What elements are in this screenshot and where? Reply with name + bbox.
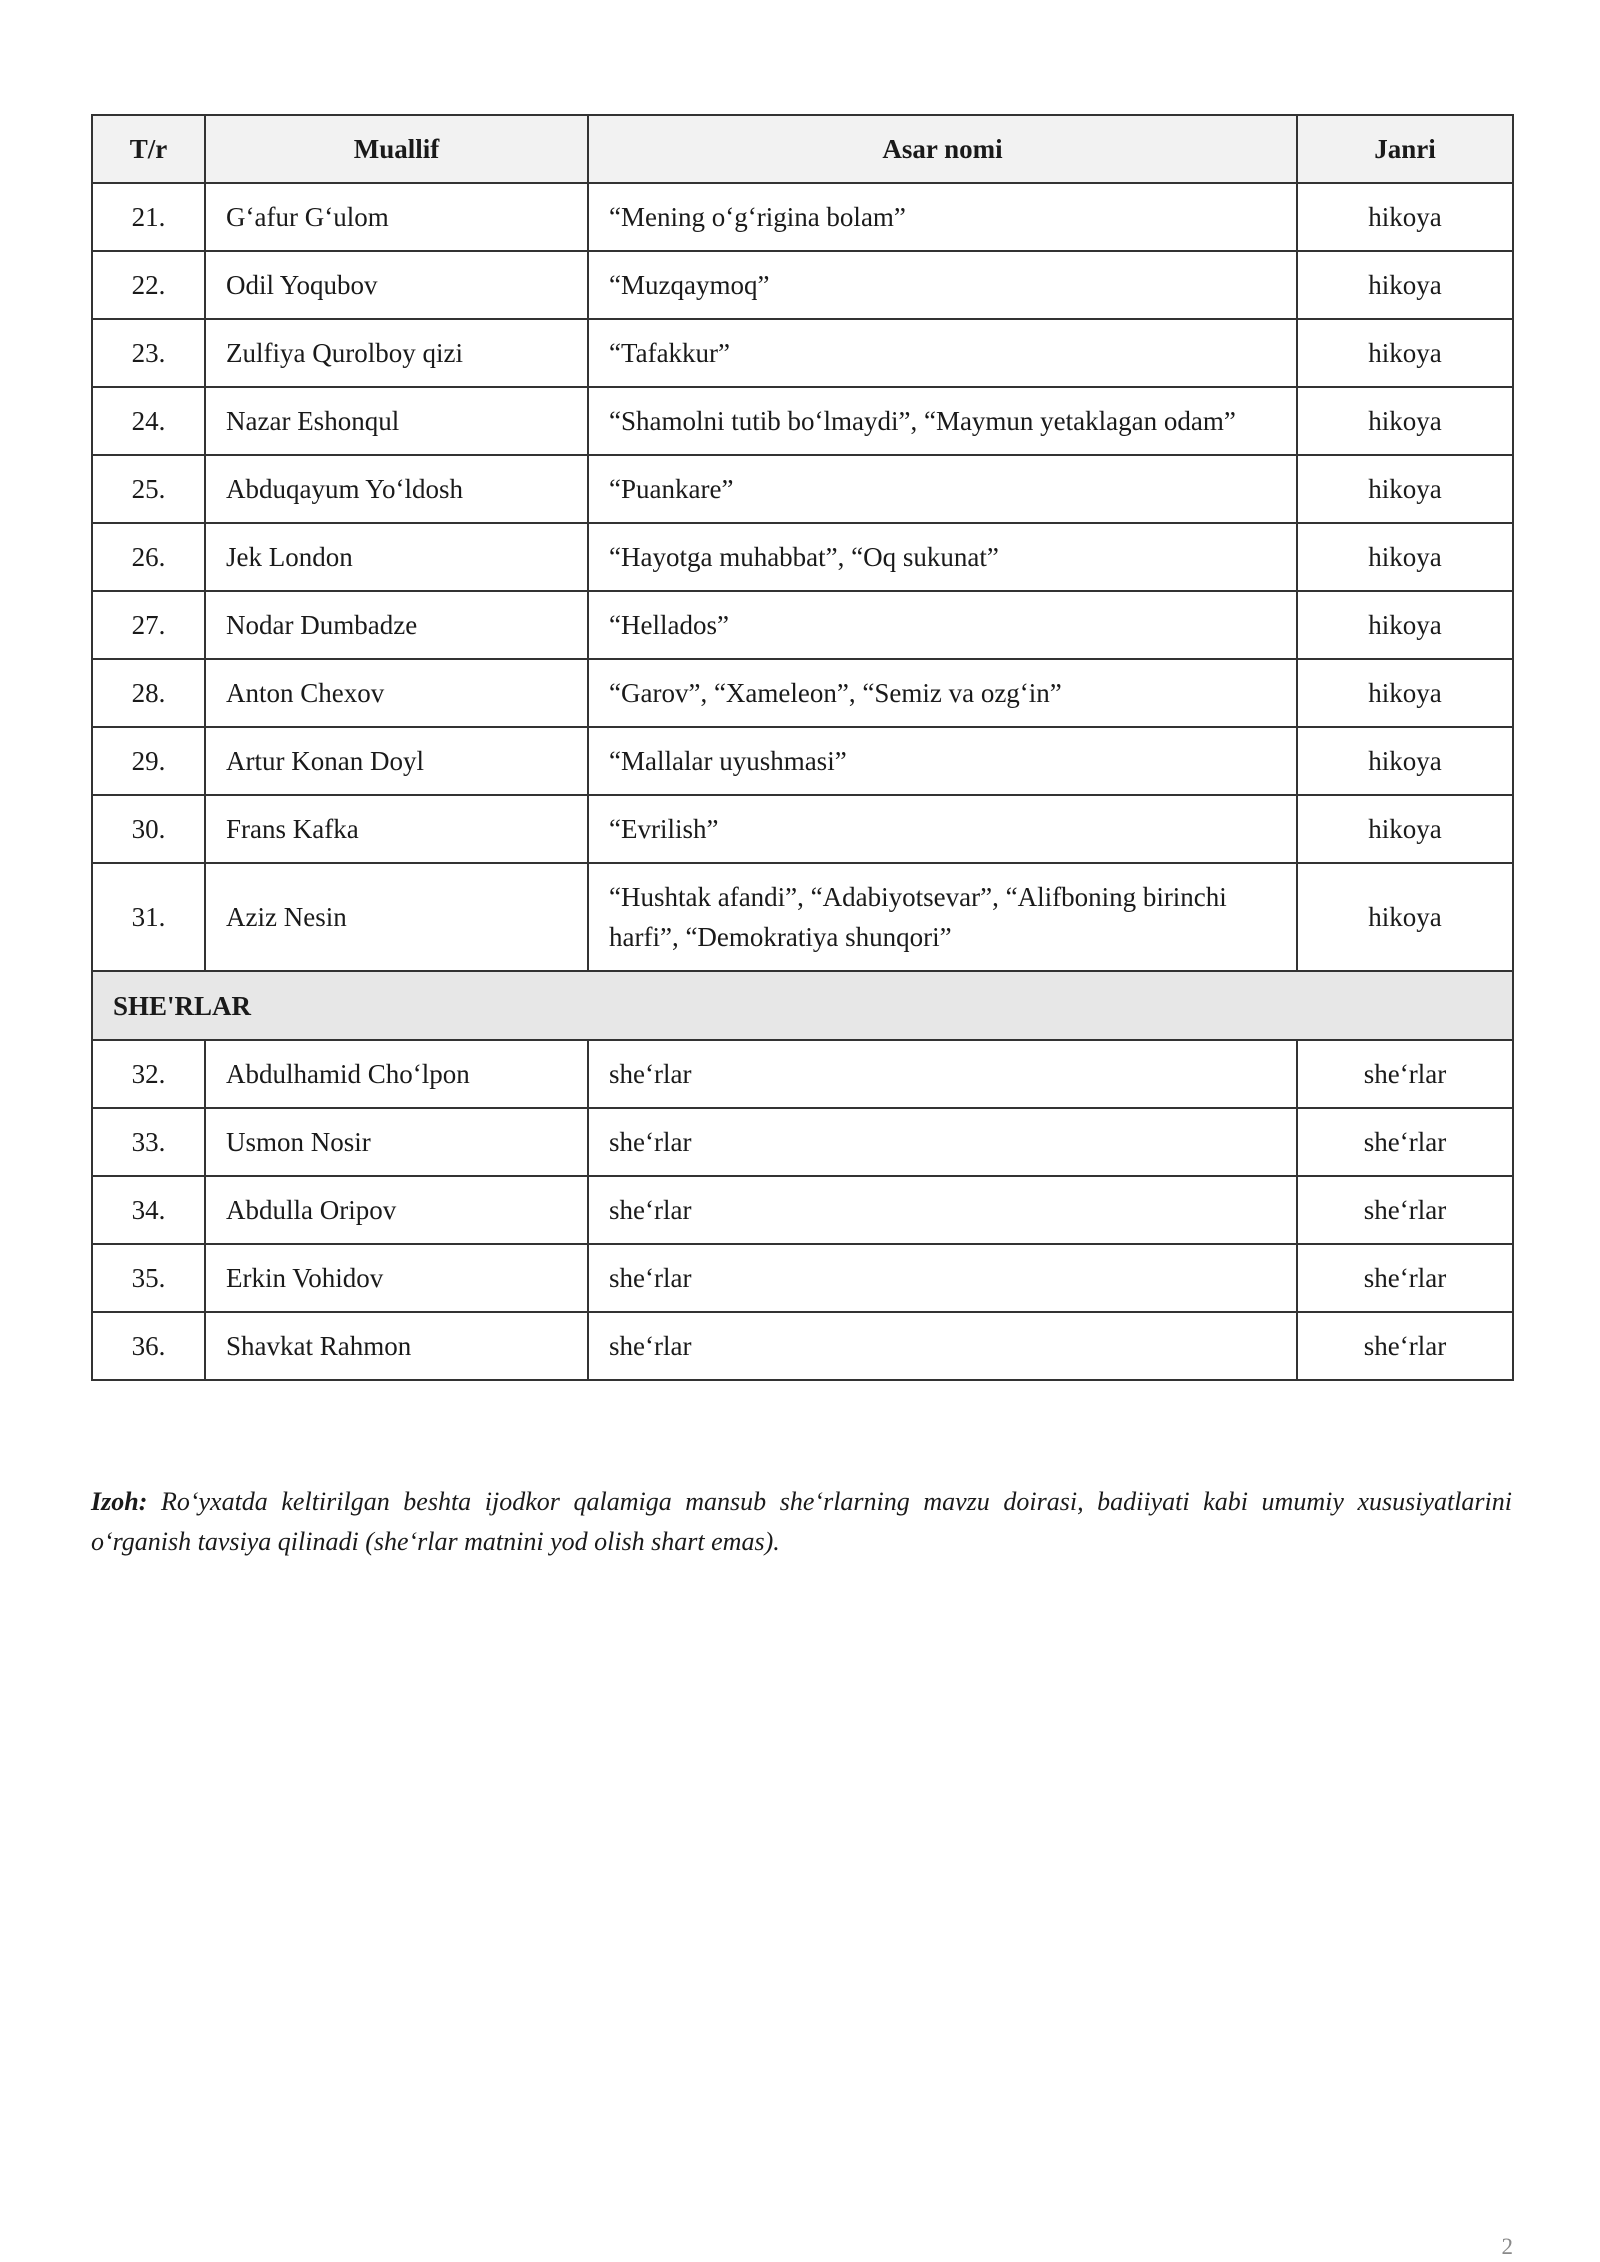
table-row xyxy=(92,795,1513,863)
row-genre: hikoya xyxy=(1297,455,1513,523)
row-work: “Muzqaymoq” xyxy=(588,251,1297,319)
page-number: 2 xyxy=(1501,2234,1513,2259)
row-work: she‘rlar xyxy=(588,1312,1297,1380)
row-author: Zulfiya Qurolboy qizi xyxy=(205,319,588,387)
row-work: “Mening o‘g‘rigina bolam” xyxy=(588,183,1297,251)
table-row xyxy=(92,251,1513,319)
row-author: Jek London xyxy=(205,523,588,591)
header-author: Muallif xyxy=(205,115,588,183)
row-work: “Hushtak afandi”, “Adabiyotsevar”, “Alifboning birinchi harfi”, “Demokratiya shunqori” xyxy=(588,863,1297,971)
table-row xyxy=(92,591,1513,659)
row-author: Abdulhamid Cho‘lpon xyxy=(205,1040,588,1108)
row-number: 21. xyxy=(92,183,205,251)
row-work: she‘rlar xyxy=(588,1040,1297,1108)
table-row xyxy=(92,387,1513,455)
row-number: 28. xyxy=(92,659,205,727)
header-work-title: Asar nomi xyxy=(588,115,1297,183)
row-number: 36. xyxy=(92,1312,205,1380)
table-row xyxy=(92,727,1513,795)
row-author: Abdulla Oripov xyxy=(205,1176,588,1244)
row-work: “Evrilish” xyxy=(588,795,1297,863)
row-work: “Hayotga muhabbat”, “Oq sukunat” xyxy=(588,523,1297,591)
table-row xyxy=(92,659,1513,727)
table-row xyxy=(92,1176,1513,1244)
row-number: 35. xyxy=(92,1244,205,1312)
row-number: 25. xyxy=(92,455,205,523)
row-author: Abduqayum Yo‘ldosh xyxy=(205,455,588,523)
row-genre: hikoya xyxy=(1297,523,1513,591)
table-row xyxy=(92,863,1513,971)
row-number: 34. xyxy=(92,1176,205,1244)
row-number: 27. xyxy=(92,591,205,659)
row-genre: hikoya xyxy=(1297,251,1513,319)
row-author: Nazar Eshonqul xyxy=(205,387,588,455)
row-author: Nodar Dumbadze xyxy=(205,591,588,659)
row-genre: she‘rlar xyxy=(1297,1108,1513,1176)
table-row xyxy=(92,523,1513,591)
row-author: Anton Chexov xyxy=(205,659,588,727)
row-genre: hikoya xyxy=(1297,591,1513,659)
section-title: SHE'RLAR xyxy=(92,971,1513,1040)
note-label: Izoh: xyxy=(91,1487,148,1516)
table-row xyxy=(92,1108,1513,1176)
row-number: 29. xyxy=(92,727,205,795)
row-number: 33. xyxy=(92,1108,205,1176)
note-text: Ro‘yxatda keltirilgan beshta ijodkor qalamiga mansub she‘rlarning mavzu doirasi, badiiyati kabi umumiy xususiyatlarini o‘rganish tavsiya qilinadi (she‘rlar matnini yod olish shart emas). xyxy=(91,1487,1513,1556)
row-author: Erkin Vohidov xyxy=(205,1244,588,1312)
header-number: T/r xyxy=(92,115,205,183)
row-genre: she‘rlar xyxy=(1297,1244,1513,1312)
row-work: she‘rlar xyxy=(588,1176,1297,1244)
table-row xyxy=(92,319,1513,387)
row-number: 30. xyxy=(92,795,205,863)
note-paragraph xyxy=(91,1482,1512,1562)
row-author: Usmon Nosir xyxy=(205,1108,588,1176)
row-genre: hikoya xyxy=(1297,863,1513,971)
row-work: “Shamolni tutib bo‘lmaydi”, “Maymun yetaklagan odam” xyxy=(588,387,1297,455)
row-work: “Tafakkur” xyxy=(588,319,1297,387)
row-number: 23. xyxy=(92,319,205,387)
row-genre: hikoya xyxy=(1297,795,1513,863)
table-header-row xyxy=(92,115,1513,183)
row-author: Aziz Nesin xyxy=(205,863,588,971)
row-genre: hikoya xyxy=(1297,319,1513,387)
row-number: 24. xyxy=(92,387,205,455)
row-genre: she‘rlar xyxy=(1297,1312,1513,1380)
row-number: 31. xyxy=(92,863,205,971)
row-author: Artur Konan Doyl xyxy=(205,727,588,795)
row-author: Frans Kafka xyxy=(205,795,588,863)
row-genre: she‘rlar xyxy=(1297,1040,1513,1108)
row-work: she‘rlar xyxy=(588,1108,1297,1176)
section-header-row xyxy=(92,971,1513,1040)
table-row xyxy=(92,455,1513,523)
literature-table xyxy=(91,114,1514,1381)
row-work: “Puankare” xyxy=(588,455,1297,523)
table-row xyxy=(92,183,1513,251)
row-genre: hikoya xyxy=(1297,659,1513,727)
row-genre: hikoya xyxy=(1297,183,1513,251)
row-number: 26. xyxy=(92,523,205,591)
row-author: Odil Yoqubov xyxy=(205,251,588,319)
row-genre: she‘rlar xyxy=(1297,1176,1513,1244)
row-work: “Mallalar uyushmasi” xyxy=(588,727,1297,795)
table-row xyxy=(92,1040,1513,1108)
row-work: she‘rlar xyxy=(588,1244,1297,1312)
row-number: 22. xyxy=(92,251,205,319)
row-work: “Garov”, “Xameleon”, “Semiz va ozg‘in” xyxy=(588,659,1297,727)
row-genre: hikoya xyxy=(1297,727,1513,795)
row-work: “Hellados” xyxy=(588,591,1297,659)
row-author: G‘afur G‘ulom xyxy=(205,183,588,251)
row-author: Shavkat Rahmon xyxy=(205,1312,588,1380)
header-genre: Janri xyxy=(1297,115,1513,183)
table-row xyxy=(92,1244,1513,1312)
row-genre: hikoya xyxy=(1297,387,1513,455)
table-row xyxy=(92,1312,1513,1380)
row-number: 32. xyxy=(92,1040,205,1108)
